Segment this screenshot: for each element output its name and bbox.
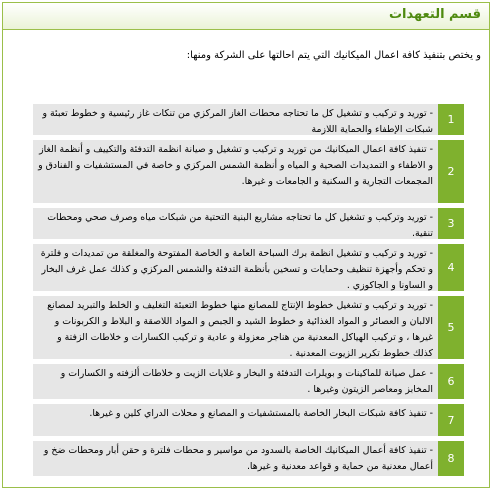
row-number: 4 bbox=[438, 244, 464, 291]
row-number: 7 bbox=[438, 404, 464, 436]
table-row bbox=[33, 140, 464, 203]
table-row bbox=[33, 104, 464, 135]
row-text: - توريد و تركيب و تشغيل كل ما تحتاجه محطات الغاز المركزي من تنكات غاز رئيسية و خطوط تعبئة و شبكات الإطفاء والحماية اللازمة bbox=[33, 104, 438, 135]
row-text: - عمل صيانة للماكينات و بويلرات التدفئة و البخار و غلايات الزيت و خلاطات ألزفته و الكسارات و المخابز ومعاصر الزيتون وغيرها . bbox=[33, 364, 438, 399]
row-number: 5 bbox=[438, 296, 464, 359]
intro-text: و يختص بتنفيذ كافة اعمال الميكانيك التي يتم احالتها على الشركة ومنها: bbox=[186, 50, 481, 61]
row-number: 3 bbox=[438, 208, 464, 239]
panel-header bbox=[3, 3, 489, 30]
row-number: 8 bbox=[438, 441, 464, 476]
table-row bbox=[33, 296, 464, 359]
table-row bbox=[33, 244, 464, 291]
row-text: - تنفيذ كافة شبكات البخار الخاصة بالمستشفيات و المصانع و محلات الدراي كلين و غيرها. bbox=[33, 404, 438, 436]
items-table bbox=[33, 104, 464, 481]
content-panel bbox=[2, 2, 490, 488]
page-title: قسم التعهدات bbox=[388, 7, 481, 22]
row-text: - توريد وتركيب و تشغيل كل ما تحتاجه مشاريع البنية التحتية من شبكات مياه وصرف صحي ومحطات تنقية. bbox=[33, 208, 438, 239]
row-text: - توريد و تركيب و تشغيل خطوط الإنتاج للمصانع منها خطوط التعبئة التغليف و الخلط والتبريد لمصانع الالبان و العصائر و المواد الغذائية و خطوط الشيد و الجبص و المواد اللاصقة و البلاط و الكربونات و غيرها ، و تركيب الهياكل المعدنية من هناجر معزولة و عادية و تركيب الكسارات و خلاطات الزفتة و كذلك خطوط تكرير الزيوت المعدنية . bbox=[33, 296, 438, 359]
row-number: 6 bbox=[438, 364, 464, 399]
row-text: - تنفيذ كافة أعمال الميكانيك الخاصة بالسدود من مواسير و محطات فلترة و حقن أبار ومحطات ضخ و أعمال معدنية من حماية و قواعد معدنية و غيرها. bbox=[33, 441, 438, 476]
row-text: - توريد و تركيب و تشغيل انظمة برك السباحة العامة و الخاصة المفتوحة والمغلقة من تمديدات و فلترة و تحكم وأجهزة تنظيف وحمايات و تسخين بأنظمة التدفئة والشمس المركزي و كذلك عمل غرف البخار و الساونا و الجاكوزي . bbox=[33, 244, 438, 291]
row-text: - تنفيذ كافة اعمال الميكانيك من توريد و تركيب و تشغيل و صيانة انظمة التدفئة والتكييف و أنظمة الغاز و الاطفاء و التمديدات الصحية و المياه و أنظمة الشمس المركزي و خاصة في المستشفيات و الفنادق و المجمعات التجارية و السكنية و الجامعات و غيرها. bbox=[33, 140, 438, 203]
table-row bbox=[33, 441, 464, 476]
row-number: 1 bbox=[438, 104, 464, 135]
table-row bbox=[33, 208, 464, 239]
table-row bbox=[33, 364, 464, 399]
row-number: 2 bbox=[438, 140, 464, 203]
table-row bbox=[33, 404, 464, 436]
